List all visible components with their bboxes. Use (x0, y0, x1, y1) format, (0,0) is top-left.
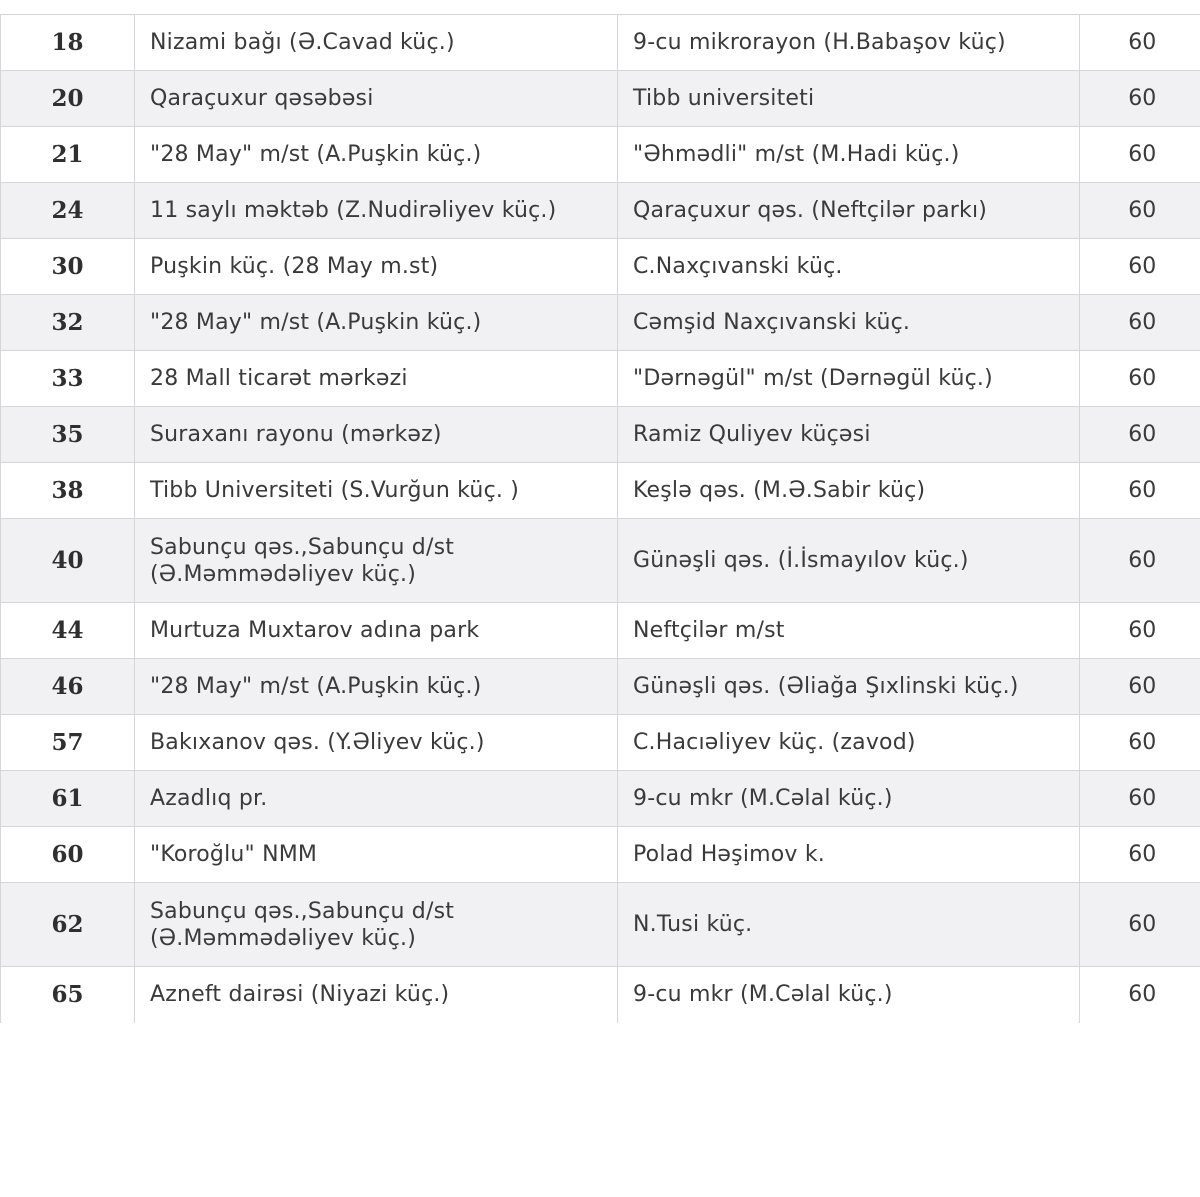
route-start-line: Murtuza Muxtarov adına park (150, 618, 480, 643)
route-start-line: "28 May" m/st (A.Puşkin küç.) (150, 674, 482, 699)
table-row (1, 71, 1200, 127)
table-row (1, 715, 1200, 771)
route-start-line: (Ə.Məmmədəliyev küç.) (150, 561, 416, 587)
route-fare: 60 (1080, 407, 1200, 463)
route-fare: 60 (1080, 771, 1200, 827)
route-number: 21 (1, 127, 135, 183)
route-number: 33 (1, 351, 135, 407)
route-number: 24 (1, 183, 135, 239)
route-start (135, 659, 618, 715)
route-end: 9-cu mikrorayon (H.Babaşov küç) (618, 15, 1080, 71)
route-number: 65 (1, 967, 135, 1023)
route-fare: 60 (1080, 15, 1200, 71)
route-number: 57 (1, 715, 135, 771)
route-number: 20 (1, 71, 135, 127)
table-row (1, 407, 1200, 463)
route-fare: 60 (1080, 967, 1200, 1023)
route-fare: 60 (1080, 715, 1200, 771)
route-start-line: Puşkin küç. (28 May m.st) (150, 254, 439, 279)
table-row (1, 883, 1200, 967)
route-start-line: Azneft dairəsi (Niyazi küç.) (150, 982, 450, 1008)
route-number: 35 (1, 407, 135, 463)
route-start-line: Qaraçuxur qəsəbəsi (150, 86, 374, 111)
route-start-line: (Ə.Məmmədəliyev küç.) (150, 925, 416, 951)
route-start (135, 463, 618, 519)
route-start (135, 883, 618, 967)
route-number: 60 (1, 827, 135, 883)
route-start (135, 127, 618, 183)
route-start-line: Bakıxanov qəs. (Y.Əliyev küç.) (150, 730, 485, 755)
route-number: 44 (1, 603, 135, 659)
route-start (135, 71, 618, 127)
route-fare: 60 (1080, 239, 1200, 295)
route-fare: 60 (1080, 351, 1200, 407)
route-number: 18 (1, 15, 135, 71)
table-row (1, 967, 1200, 1023)
route-end: Günəşli qəs. (İ.İsmayılov küç.) (618, 519, 1080, 603)
route-start-line: 28 Mall ticarət mərkəzi (150, 366, 408, 391)
route-end: N.Tusi küç. (618, 883, 1080, 967)
route-end: Cəmşid Naxçıvanski küç. (618, 295, 1080, 351)
route-start (135, 407, 618, 463)
table-row (1, 659, 1200, 715)
route-end: "Dərnəgül" m/st (Dərnəgül küç.) (618, 351, 1080, 407)
route-number: 40 (1, 519, 135, 603)
route-fare: 60 (1080, 603, 1200, 659)
table-row (1, 295, 1200, 351)
route-number: 61 (1, 771, 135, 827)
route-number: 46 (1, 659, 135, 715)
route-start (135, 771, 618, 827)
route-fare: 60 (1080, 659, 1200, 715)
route-end: Ramiz Quliyev küçəsi (618, 407, 1080, 463)
route-fare: 60 (1080, 883, 1200, 967)
table-row (1, 519, 1200, 603)
route-end: Tibb universiteti (618, 71, 1080, 127)
route-start-line: "Koroğlu" NMM (150, 842, 318, 867)
route-start-line: Sabunçu qəs.,Sabunçu d/st (150, 534, 455, 560)
route-fare: 60 (1080, 127, 1200, 183)
route-end: 9-cu mkr (M.Cəlal küç.) (618, 967, 1080, 1023)
route-end: Neftçilər m/st (618, 603, 1080, 659)
route-start (135, 827, 618, 883)
route-fare: 60 (1080, 463, 1200, 519)
route-end: C.Hacıəliyev küç. (zavod) (618, 715, 1080, 771)
route-fare: 60 (1080, 827, 1200, 883)
table-row (1, 463, 1200, 519)
route-end: Günəşli qəs. (Əliağa Şıxlinski küç.) (618, 659, 1080, 715)
route-start (135, 519, 618, 603)
route-fare: 60 (1080, 71, 1200, 127)
table-row (1, 827, 1200, 883)
route-fare: 60 (1080, 295, 1200, 351)
route-start (135, 183, 618, 239)
route-number: 62 (1, 883, 135, 967)
route-fare: 60 (1080, 183, 1200, 239)
route-start-line: Azadlıq pr. (150, 786, 268, 811)
table-row (1, 351, 1200, 407)
table-row (1, 603, 1200, 659)
route-start-line: 11 saylı məktəb (Z.Nudirəliyev küç.) (150, 198, 557, 223)
route-start (135, 967, 618, 1023)
route-start (135, 295, 618, 351)
route-number: 32 (1, 295, 135, 351)
route-start-line: Suraxanı rayonu (mərkəz) (150, 422, 442, 447)
route-start (135, 351, 618, 407)
route-number: 30 (1, 239, 135, 295)
route-start (135, 239, 618, 295)
route-start (135, 715, 618, 771)
table-row (1, 127, 1200, 183)
route-start (135, 603, 618, 659)
table-row (1, 183, 1200, 239)
route-fare: 60 (1080, 519, 1200, 603)
table-row (1, 239, 1200, 295)
route-end: Polad Həşimov k. (618, 827, 1080, 883)
route-end: C.Naxçıvanski küç. (618, 239, 1080, 295)
route-start-line: Nizami bağı (Ə.Cavad küç.) (150, 30, 455, 55)
table-row (1, 771, 1200, 827)
route-end: 9-cu mkr (M.Cəlal küç.) (618, 771, 1080, 827)
route-end: Keşlə qəs. (M.Ə.Sabir küç) (618, 463, 1080, 519)
bus-routes-body (1, 15, 1200, 1023)
route-start-line: "28 May" m/st (A.Puşkin küç.) (150, 310, 482, 335)
route-end: Qaraçuxur qəs. (Neftçilər parkı) (618, 183, 1080, 239)
route-start-line: "28 May" m/st (A.Puşkin küç.) (150, 142, 482, 167)
route-number: 38 (1, 463, 135, 519)
route-start-line: Sabunçu qəs.,Sabunçu d/st (150, 898, 455, 924)
table-row (1, 15, 1200, 71)
route-start-line: Tibb Universiteti (S.Vurğun küç. ) (150, 478, 520, 503)
route-start (135, 15, 618, 71)
route-end: "Əhmədli" m/st (M.Hadi küç.) (618, 127, 1080, 183)
bus-routes-table (0, 14, 1200, 1023)
